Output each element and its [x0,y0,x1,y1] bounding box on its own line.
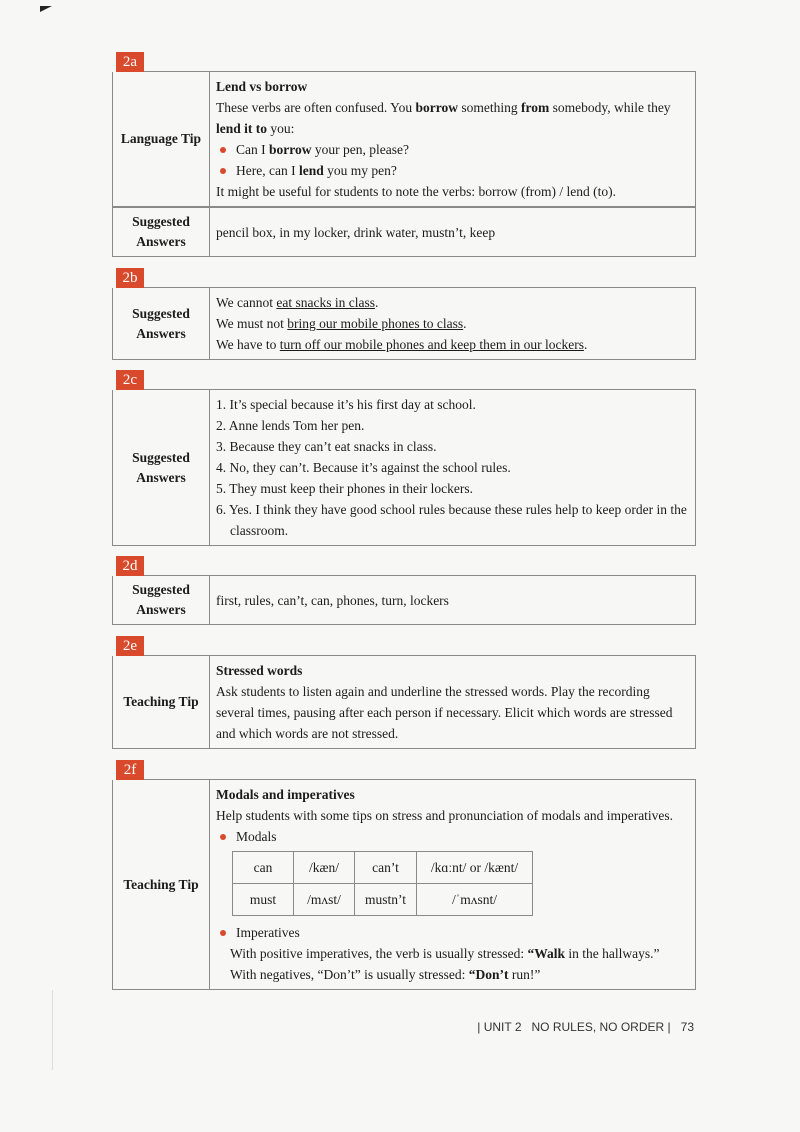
answers-label: Suggested Answers [113,208,210,256]
footer-title: NO RULES, NO ORDER | [531,1020,671,1034]
answer-line-1: We cannot eat snacks in class. [216,295,379,310]
table-cell: mustn’t [355,884,417,916]
answer-line-2: We must not bring our mobile phones to class. [216,316,467,331]
tip-paragraph: These verbs are often confused. You borrow something from somebody, while they lend it to you: [216,100,671,136]
footer-unit: | UNIT 2 [477,1020,522,1034]
section-label: Suggested Answers [113,576,210,624]
table-cell: /kɑːnt/ or /kænt/ [417,852,533,884]
section-tag: 2d [116,556,144,576]
table-row [233,852,533,884]
tip-title: Lend vs borrow [216,79,308,94]
imperative-positive: With positive imperatives, the verb is usually stressed: “Walk in the hallways.” [230,946,660,961]
corner-mark [40,6,52,12]
answer-item: 6. Yes. I think they have good school rules because these rules help to keep order in the classroom. [216,502,687,538]
imperatives-label: Imperatives [216,922,689,943]
section-label: Suggested Answers [113,288,210,359]
example-2: Here, can I lend you my pen? [216,160,689,181]
section-tag: 2a [116,52,144,72]
pronunciation-table [232,851,533,916]
section-label: Teaching Tip [113,656,210,748]
imperative-negative: With negatives, “Don’t” is usually stressed: “Don’t run!” [230,967,541,982]
section-tag: 2e [116,636,144,656]
tip-intro: Help students with some tips on stress and pronunciation of modals and imperatives. [216,808,674,823]
answers-text: pencil box, in my locker, drink water, mustn’t, keep [216,224,496,240]
answer-line-3: We have to turn off our mobile phones and keep them in our lockers. [216,337,588,352]
section-2d [112,556,696,625]
table-cell: /kæn/ [294,852,355,884]
table-cell: can [233,852,294,884]
tip-title: Stressed words [216,663,303,678]
answer-item: 5. They must keep their phones in their lockers. [216,481,473,496]
section-2c [112,370,696,546]
tip-title: Modals and imperatives [216,787,355,802]
section-2a [112,52,696,257]
table-cell: must [233,884,294,916]
section-label: Teaching Tip [113,780,210,989]
table-cell: /mʌst/ [294,884,355,916]
section-2e [112,636,696,749]
table-row [233,884,533,916]
example-1: Can I borrow your pen, please? [216,139,689,160]
section-2f [112,760,696,990]
margin-line [52,990,53,1070]
section-tag: 2f [116,760,144,780]
table-cell: /ˈmʌsnt/ [417,884,533,916]
section-2b [112,268,696,360]
section-label: Language Tip [113,72,210,206]
answers-text: first, rules, can’t, can, phones, turn, lockers [216,592,449,608]
tip-body: Ask students to listen again and underline the stressed words. Play the recording several times, pausing after each person if necessary. Elicit which words are stressed and which words are not stressed. [216,684,673,741]
answer-item: 1. It’s special because it’s his first day at school. [216,397,476,412]
section-tag: 2c [116,370,144,390]
modals-label: Modals [216,826,689,847]
answer-item: 4. No, they can’t. Because it’s against the school rules. [216,460,511,475]
answer-item: 3. Because they can’t eat snacks in class. [216,439,437,454]
tip-note: It might be useful for students to note the verbs: borrow (from) / lend (to). [216,184,617,199]
section-tag: 2b [116,268,144,288]
page-number: 73 [680,1020,694,1034]
answer-item: 2. Anne lends Tom her pen. [216,418,365,433]
section-label: Suggested Answers [113,390,210,545]
page-footer [477,1020,694,1034]
table-cell: can’t [355,852,417,884]
